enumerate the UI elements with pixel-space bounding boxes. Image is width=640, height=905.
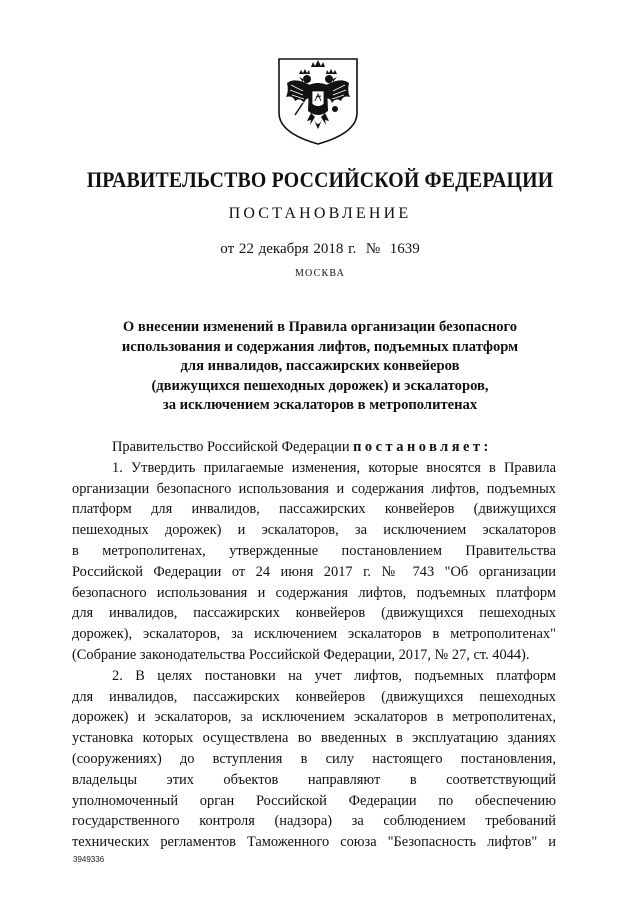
body-line: уполномоченный орган Российской Федерации по обеспечению [72,792,556,809]
body-line: платформ для инвалидов, пассажирских конвейеров (движущихся [72,501,556,518]
document-subject [80,318,560,416]
body-line: дорожек) и эскалаторов, за исключением эскалаторов в метрополитенах, [72,709,556,726]
body-line: 2. В целях постановки на учет лифтов, подъемных платформ [112,667,556,684]
subject-line: использования и содержания лифтов, подъемных платформ [121,338,519,355]
document-city: МОСКВА [294,268,346,279]
body-line: для инвалидов, пассажирских конвейеров (движущихся пешеходных [72,605,556,622]
body-line: организации безопасного использования и содержания лифтов, подъемных [72,480,556,497]
intro-prefix: Правительство Российской Федерации [112,439,354,455]
subject-line: для инвалидов, пассажирских конвейеров [180,358,460,375]
body-line: (сооружениях) до вступления в силу настоящего постановления, [72,750,556,767]
document-date-number: от 22 декабря 2018 г. № 1639 [220,241,420,257]
body-line: для инвалидов, пассажирских конвейеров (движущихся пешеходных [72,688,556,705]
intro-decree-word: постановляет: [353,439,492,455]
body-line: технических регламентов Таможенного союза "Безопасность лифтов" и [72,834,556,851]
body-line: в метрополитенах, утвержденные постановлением Правительства [72,542,556,559]
body-line: дорожек), эскалаторов, за исключением эскалаторов в метрополитенах" [72,626,556,643]
body-line: государственного контроля (надзора) за соблюдением требований [72,813,556,830]
body-line: безопасного использования и содержания лифтов, подъемных платформ [72,584,556,601]
body-line: (Собрание законодательства Российской Федерации, 2017, № 27, ст. 4044). [72,646,530,663]
subject-line: за исключением эскалаторов в метрополитенах [162,397,478,414]
subject-line: О внесении изменений в Правила организации безопасного [122,319,518,335]
body-line: Российской Федерации от 24 июня 2017 г. № 743 "Об организации [72,563,556,580]
russian-coat-of-arms-icon [273,55,363,147]
subject-line: (движущихся пешеходных дорожек) и эскалаторов, [151,377,489,394]
government-title: ПРАВИТЕЛЬСТВО РОССИЙСКОЙ ФЕДЕРАЦИИ [86,167,554,192]
body-line: владельцы этих объектов направляют в соответствующий [72,771,556,788]
intro-line [72,437,556,458]
body-line: 1. Утвердить прилагаемые изменения, которые вносятся в Правила [112,459,556,476]
document-barcode-number: 3949336 [73,855,105,864]
document-type: ПОСТАНОВЛЕНИЕ [228,205,412,222]
document-body [72,437,556,853]
body-line: установка которых осуществлена во введенных в эксплуатацию зданиях [72,730,556,747]
body-line: пешеходных дорожек) и эскалаторов, за исключением эскалаторов [72,522,556,539]
